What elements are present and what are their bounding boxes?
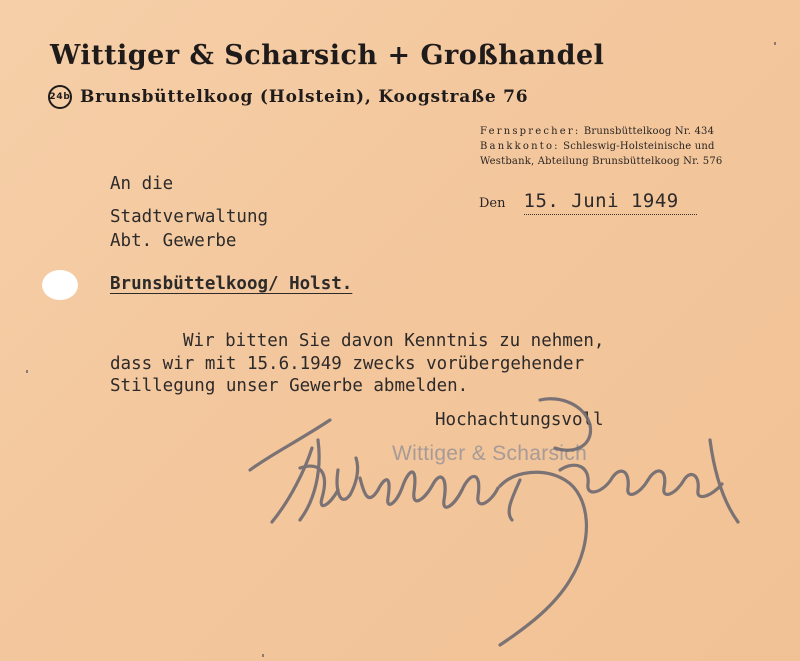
- date-value: 15. Juni 1949: [524, 190, 697, 215]
- company-stamp: Wittiger & Scharsich: [392, 442, 588, 465]
- bank-value-2: Westbank, Abteilung Brunsbüttelkoog Nr. 576: [480, 156, 723, 167]
- bank-label: Bankkonto:: [480, 141, 560, 152]
- paper-speck: [262, 654, 264, 657]
- paper-speck: [774, 42, 776, 45]
- company-name: Wittiger & Scharsich + Großhandel: [50, 40, 605, 71]
- address-text: Brunsbüttelkoog (Holstein), Koogstraße 76: [80, 87, 529, 107]
- bank-value-1: Schleswig-Holsteinische und: [563, 141, 715, 152]
- recipient-line-2: Stadtverwaltung: [110, 207, 269, 227]
- date-label: Den: [479, 196, 506, 211]
- recipient-city: Brunsbüttelkoog/ Holst.: [110, 274, 353, 294]
- phone-value: Brunsbüttelkoog Nr. 434: [583, 126, 715, 137]
- body-line-1: Wir bitten Sie davon Kenntnis zu nehmen,: [183, 331, 605, 351]
- phone-label: Fernsprecher:: [480, 126, 581, 137]
- recipient-line-1: An die: [110, 174, 174, 194]
- body-line-2: dass wir mit 15.6.1949 zwecks vorübergehender: [110, 353, 585, 374]
- body-line-3: Stillegung unser Gewerbe abmelden.: [110, 376, 469, 396]
- closing: Hochachtungsvoll: [435, 410, 604, 430]
- recipient-line-3: Abt. Gewerbe: [110, 231, 237, 251]
- postal-zone-badge: 24b: [48, 85, 72, 109]
- paper-speck: [26, 370, 28, 373]
